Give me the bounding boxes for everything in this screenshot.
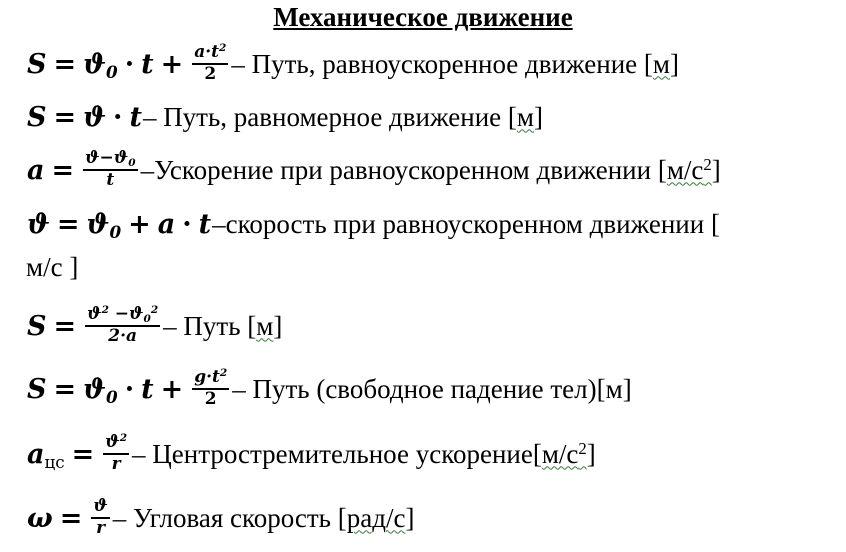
- unit-label: м: [256, 310, 274, 341]
- unit-label: м: [605, 373, 623, 404]
- unit-label: м: [516, 101, 534, 132]
- unit-bracket: ]: [586, 438, 596, 469]
- formula-row: [26, 36, 679, 92]
- formula-expression: a = $\frac{ϑ-ϑ_0}{t}$: [27, 148, 136, 190]
- unit-bracket: ]: [711, 154, 721, 185]
- formula-expression: ϑ = $ϑ_0$ + a · t: [27, 208, 212, 242]
- formula-row: [26, 295, 282, 357]
- formula-expression: $a_{цс}$ = $\frac{ϑ^2}{r}$: [27, 432, 128, 474]
- unit-bracket: ]: [622, 373, 632, 404]
- formula-description: – Путь [: [163, 310, 257, 341]
- formula-row: [26, 490, 414, 546]
- formula-expression: S = ϑ · t: [27, 101, 142, 133]
- fraction: $\frac{ϑ-ϑ_0}{t}$: [85, 148, 136, 190]
- formula-description: – Путь, равноускоренное движение [: [231, 48, 653, 79]
- fraction: $\frac{ϑ^2 -ϑ_0^2}{2\cdot a}$: [87, 304, 159, 346]
- unit-label: $м/с^2$: [666, 154, 712, 185]
- unit-bracket: ]: [273, 310, 283, 341]
- unit-bracket: ]: [405, 502, 415, 533]
- page-title: Механическое движение: [273, 2, 573, 32]
- unit-continuation: м/с ]: [26, 252, 79, 282]
- fraction: $\frac{a\cdot t^2}{2}$: [194, 42, 227, 84]
- formula-row: [26, 360, 632, 418]
- formula-expression: S = $ϑ_0$ · t + $\frac{g\cdot t^2}{2}$: [27, 367, 228, 409]
- unit-bracket: ]: [533, 101, 543, 132]
- fraction: $\frac{g\cdot t^2}{2}$: [194, 367, 228, 409]
- formula-row: [26, 97, 543, 137]
- formula-description: – Центростремительное ускорение[: [132, 438, 542, 469]
- formula-row: [26, 142, 721, 198]
- formula-row: [26, 204, 720, 244]
- unit-bracket: ]: [669, 48, 679, 79]
- formula-expression: ω = $\frac{ϑ}{r}$: [27, 496, 108, 538]
- formula-expression: S = $\frac{ϑ^2 -ϑ_0^2}{2\cdot a}$: [27, 304, 159, 346]
- formula-row: [26, 425, 596, 483]
- formula-description: –скорость при равноускоренном движении [: [212, 208, 720, 239]
- formula-description: – Угловая скорость [: [112, 502, 347, 533]
- fraction: $\frac{ϑ^2}{r}$: [105, 432, 128, 474]
- unit-label: м: [652, 48, 670, 79]
- fraction: $\frac{ϑ}{r}$: [93, 496, 108, 538]
- unit-label: $м/с^2$: [541, 438, 587, 469]
- formula-description: –Ускорение при равноускоренном движении [: [140, 154, 667, 185]
- formula-description: – Путь, равномерное движение [: [142, 101, 517, 132]
- unit-label: рад/с: [346, 502, 406, 533]
- formula-expression: S = $ϑ_0$ · t + $\frac{a\cdot t^2}{2}$: [27, 42, 227, 84]
- formula-description: – Путь (свободное падение тел)[: [232, 373, 606, 404]
